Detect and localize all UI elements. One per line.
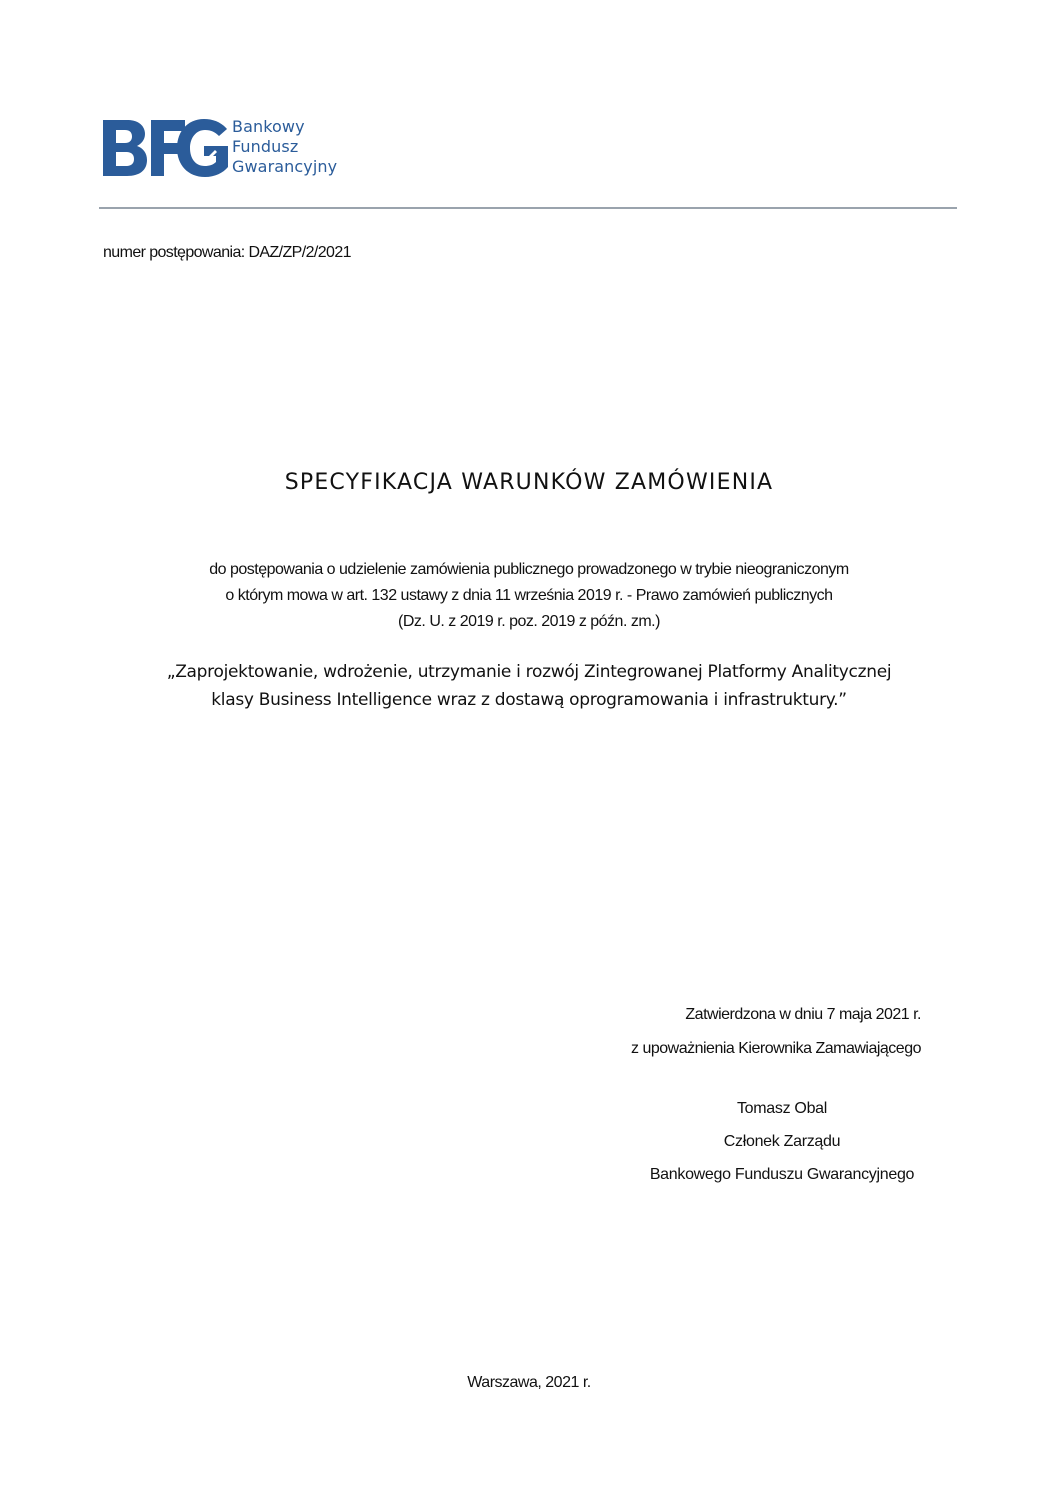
subject-of-order bbox=[0, 658, 1058, 714]
place-and-date: Warszawa, 2021 r. bbox=[467, 1374, 591, 1391]
document-title: SPECYFIKACJA WARUNKÓW ZAMÓWIENIA bbox=[284, 470, 774, 495]
signatory-block bbox=[600, 1092, 964, 1191]
signatory-position: Członek Zarządu bbox=[723, 1133, 841, 1150]
bfg-logo-mark bbox=[101, 116, 231, 180]
logo-name-line-1: Bankowy bbox=[232, 117, 305, 136]
logo-name-line-3: Gwarancyjny bbox=[232, 157, 338, 176]
procedure-number bbox=[103, 244, 351, 262]
intro-line-3: (Dz. U. z 2019 r. poz. 2019 z późn. zm.) bbox=[398, 613, 660, 630]
approval-block bbox=[631, 998, 921, 1066]
subject-line-2: klasy Business Intelligence wraz z dostawą oprogramowania i infrastruktury.” bbox=[211, 690, 847, 710]
subject-line-1: „Zaprojektowanie, wdrożenie, utrzymanie i rozwój Zintegrowanej Platformy Analitycznej bbox=[166, 662, 892, 682]
intro-paragraph bbox=[0, 557, 1058, 635]
approval-date: Zatwierdzona w dniu 7 maja 2021 r. bbox=[685, 1006, 921, 1023]
approval-authority: z upoważnienia Kierownika Zamawiającego bbox=[631, 1040, 921, 1057]
signatory-institution: Bankowego Funduszu Gwarancyjnego bbox=[649, 1166, 915, 1183]
procedure-number-value: DAZ/ZP/2/2021 bbox=[248, 244, 351, 261]
logo-name-line-2: Fundusz bbox=[232, 137, 299, 156]
procedure-number-label: numer postępowania: bbox=[103, 244, 245, 261]
intro-line-2: o którym mowa w art. 132 ustawy z dnia 11 września 2019 r. - Prawo zamówień publicznych bbox=[225, 587, 833, 604]
intro-line-1: do postępowania o udzielenie zamówienia publicznego prowadzonego w trybie nieograniczonym bbox=[209, 561, 849, 578]
signatory-name: Tomasz Obal bbox=[736, 1100, 828, 1117]
bfg-logo bbox=[101, 116, 381, 180]
logo-name bbox=[232, 117, 337, 177]
header-divider bbox=[99, 207, 957, 209]
